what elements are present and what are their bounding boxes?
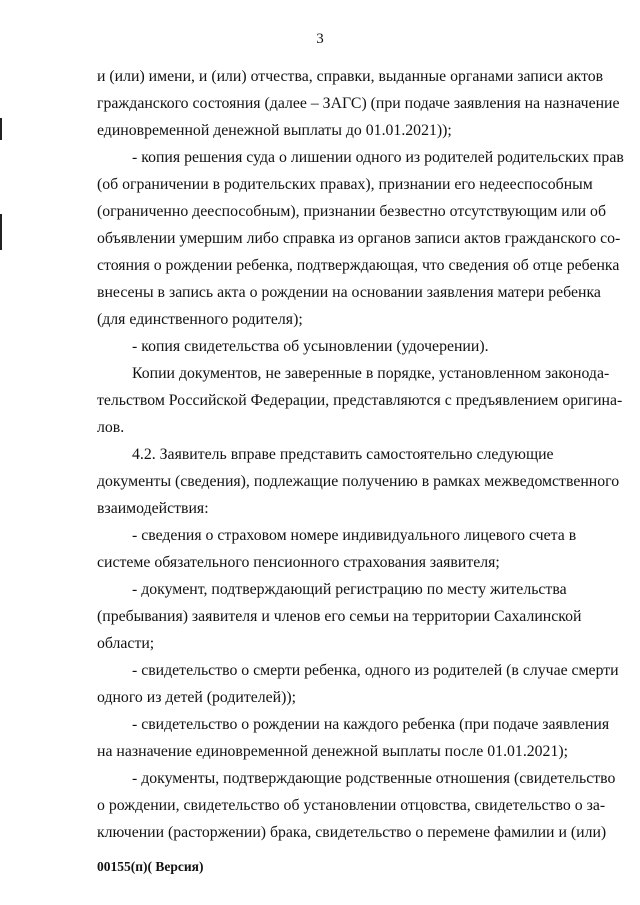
text-line: одного из детей (родителей)); bbox=[97, 689, 297, 706]
text-line: (для единственного родителя); bbox=[97, 311, 303, 328]
text-line: стояния о рождении ребенка, подтверждающая, что сведения об отце ребенка bbox=[97, 257, 620, 274]
text-line: (пребывания) заявителя и членов его семьи на территории Сахалинской bbox=[97, 608, 582, 625]
scan-edge-mark bbox=[0, 214, 2, 250]
text-line: - документы, подтверждающие родственные отношения (свидетельство bbox=[132, 770, 616, 787]
text-line: единовременной денежной выплаты до 01.01.2021)); bbox=[97, 122, 452, 139]
text-line: - копия решения суда о лишении одного из родителей родительских прав bbox=[132, 149, 624, 166]
text-line: документы (сведения), подлежащие получению в рамках межведомственного bbox=[97, 473, 620, 490]
text-line: - документ, подтверждающий регистрацию по месту жительства bbox=[132, 581, 567, 598]
text-line: внесены в запись акта о рождении на основании заявления матери ребенка bbox=[97, 284, 601, 301]
text-line: области; bbox=[97, 635, 155, 652]
section-heading-line: 4.2. Заявитель вправе представить самостоятельно следующие bbox=[132, 446, 554, 463]
text-line: и (или) имени, и (или) отчества, справки, выданные органами записи актов bbox=[97, 68, 604, 85]
scan-edge-mark bbox=[0, 118, 2, 140]
text-line: (ограниченно дееспособным), признании безвестно отсутствующим или об bbox=[97, 203, 606, 220]
text-line: взаимодействия: bbox=[97, 500, 209, 517]
text-line: лов. bbox=[97, 419, 125, 436]
text-line: - свидетельство о рождении на каждого ребенка (при подаче заявления bbox=[132, 716, 610, 733]
text-line: объявлении умершим либо справка из органов записи актов гражданского со- bbox=[97, 230, 621, 247]
text-line: (об ограничении в родительских правах), признании его недееспособным bbox=[97, 176, 593, 193]
text-line: - свидетельство о смерти ребенка, одного из родителей (в случае смерти bbox=[132, 662, 619, 679]
text-line: системе обязательного пенсионного страхования заявителя; bbox=[97, 554, 500, 571]
page-number: 3 bbox=[316, 31, 324, 47]
text-line: - сведения о страховом номере индивидуального лицевого счета в bbox=[132, 527, 577, 544]
document-code: 00155(п)( Версия) bbox=[97, 859, 204, 874]
text-line: - копия свидетельства об усыновлении (удочерении). bbox=[132, 338, 489, 355]
text-line: на назначение единовременной денежной выплаты после 01.01.2021); bbox=[97, 743, 569, 760]
text-line: ключении (расторжении) брака, свидетельство о перемене фамилии и (или) bbox=[97, 824, 607, 841]
text-line: тельством Российской Федерации, представляются с предъявлением оригина- bbox=[97, 392, 623, 409]
text-line: гражданского состояния (далее – ЗАГС) (при подаче заявления на назначение bbox=[97, 95, 620, 112]
text-line: о рождении, свидетельство об установлении отцовства, свидетельство о за- bbox=[97, 797, 606, 814]
text-line: Копии документов, не заверенные в порядке, установленном законода- bbox=[132, 365, 610, 382]
